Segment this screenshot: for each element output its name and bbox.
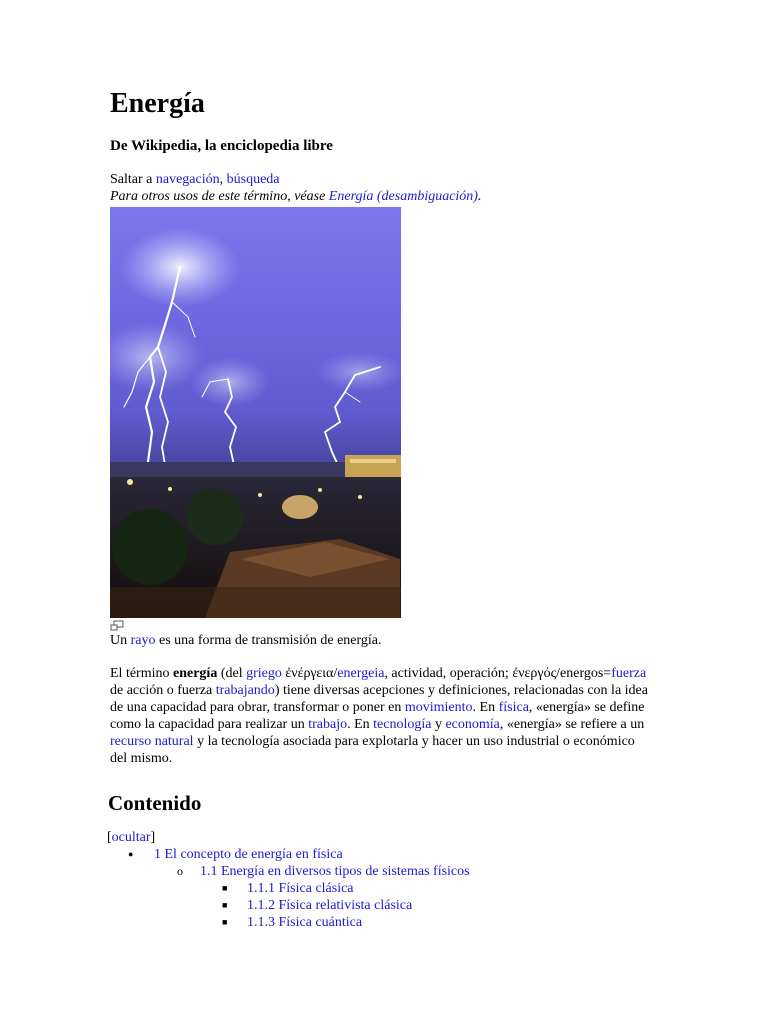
intro-text: . En xyxy=(347,717,374,732)
energeia-link[interactable]: energeia xyxy=(337,666,385,681)
toc-item-1-1-2 xyxy=(107,897,670,914)
toc-item-1-1 xyxy=(107,863,670,880)
intro-term: energía xyxy=(173,666,218,681)
trabajando-link[interactable]: trabajando xyxy=(215,683,275,698)
toc-toggle xyxy=(107,829,670,846)
intro-text: ἐνέργεια/ xyxy=(281,666,338,681)
economia-link[interactable]: economía xyxy=(445,717,500,732)
bullet-square-icon: ■ xyxy=(222,917,228,927)
toc-link[interactable]: 1.1.3 Física cuántica xyxy=(247,915,363,930)
jump-navigation-link[interactable]: navegación xyxy=(155,172,220,187)
jump-prefix: Saltar a xyxy=(110,172,156,187)
toc-link[interactable]: 1 El concepto de energía en física xyxy=(154,847,343,862)
page-subtitle: De Wikipedia, la enciclopedia libre xyxy=(110,138,333,154)
toc-item-1 xyxy=(107,846,670,863)
recurso-natural-link[interactable]: recurso natural xyxy=(110,734,194,749)
toc-heading: Contenido xyxy=(108,791,202,815)
bullet-square-icon: ■ xyxy=(222,900,228,910)
hatnote-prefix: Para otros usos de este término, véase xyxy=(110,189,329,204)
hatnote-suffix: . xyxy=(477,189,482,204)
image-caption xyxy=(110,632,670,649)
intro-text: y xyxy=(431,717,446,732)
fuerza-link[interactable]: fuerza xyxy=(611,666,647,681)
fisica-link[interactable]: física xyxy=(498,700,529,715)
bullet-disc-icon: ● xyxy=(128,849,134,859)
movimiento-link[interactable]: movimiento xyxy=(404,700,473,715)
jump-separator: , xyxy=(219,172,227,187)
toc-link[interactable]: 1.1 Energía en diversos tipos de sistemas físicos xyxy=(200,864,470,879)
rayo-link[interactable]: rayo xyxy=(130,633,156,648)
table-of-contents xyxy=(107,829,670,931)
toc-link[interactable]: 1.1.2 Física relativista clásica xyxy=(247,898,413,913)
intro-text: El término xyxy=(110,666,173,681)
tecnologia-link[interactable]: tecnología xyxy=(373,717,432,732)
jump-search-link[interactable]: búsqueda xyxy=(226,172,280,187)
caption-suffix: es una forma de transmisión de energía. xyxy=(155,633,382,648)
intro-text: (del xyxy=(217,666,247,681)
page-title: Energía xyxy=(110,88,205,119)
hatnote xyxy=(110,188,670,205)
toc-link[interactable]: 1.1.1 Física clásica xyxy=(247,881,354,896)
toc-hide-link[interactable]: ocultar xyxy=(111,830,151,845)
intro-text: ) tiene diversas acepciones y definiciones, relacionadas con la idea de una capacidad para obrar, transformar o poner en xyxy=(110,683,648,715)
intro-text: y la tecnología asociada para explotarla y hacer un uso industrial o económico del mismo. xyxy=(110,734,635,766)
article xyxy=(107,84,670,931)
bullet-circle-icon: o xyxy=(177,864,183,878)
intro-text: , «energía» se refiere a un xyxy=(499,717,645,732)
caption-prefix: Un xyxy=(110,633,131,648)
disambiguation-link[interactable]: Energía (desambiguación) xyxy=(328,189,478,204)
intro-paragraph xyxy=(110,665,655,767)
toc-item-1-1-3 xyxy=(107,914,670,931)
trabajo-link[interactable]: trabajo xyxy=(308,717,348,732)
toc-toggle-open: [ xyxy=(107,830,112,845)
intro-text: , «energía» se define como la capacidad para realizar un xyxy=(110,700,645,732)
toc-toggle-close: ] xyxy=(150,830,156,845)
intro-text: de acción o fuerza xyxy=(110,683,216,698)
intro-text: , actividad, operación; ἐνεργός/energos= xyxy=(384,666,612,681)
enlarge-icon[interactable] xyxy=(110,619,670,631)
bullet-square-icon: ■ xyxy=(222,883,228,893)
lightning-photo[interactable] xyxy=(110,207,401,618)
intro-text: . En xyxy=(472,700,499,715)
toc-item-1-1-1 xyxy=(107,880,670,897)
griego-link[interactable]: griego xyxy=(246,666,282,681)
jump-links xyxy=(110,171,670,188)
